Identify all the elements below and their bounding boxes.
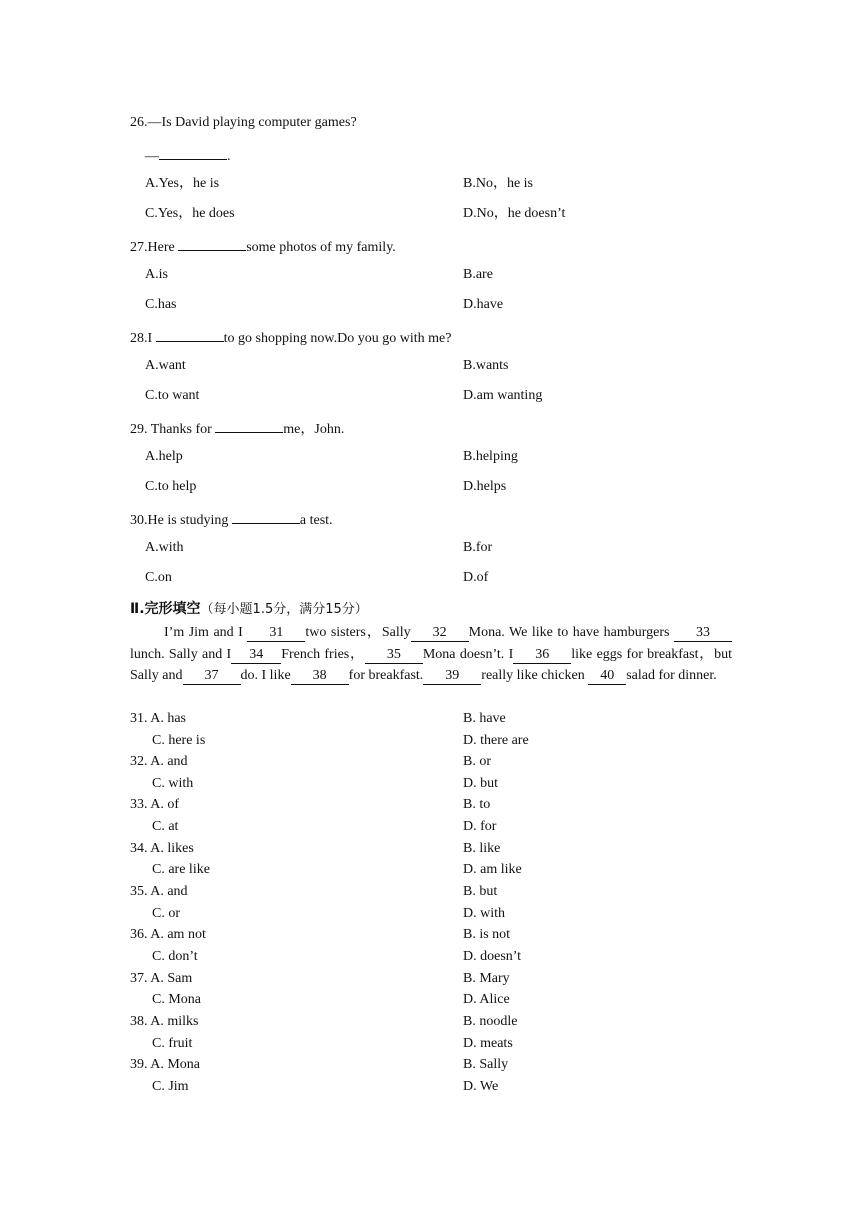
- option-c: C.to help: [145, 479, 197, 494]
- option-b: B. Mary: [463, 971, 510, 986]
- option-b: B. to: [463, 797, 491, 812]
- option-c: C. or: [152, 906, 180, 921]
- section-title: Ⅱ.完形填空: [130, 601, 201, 617]
- option-c: C.Yes，he does: [145, 206, 235, 221]
- section-heading: [130, 600, 368, 619]
- option-b: B. like: [463, 841, 501, 856]
- option-c: C. with: [152, 776, 194, 791]
- option-a: A.Yes，he is: [145, 176, 220, 191]
- option-d: D. for: [463, 819, 497, 834]
- option-b: B. but: [463, 884, 498, 899]
- option-b: B. have: [463, 711, 506, 726]
- option-d: D. there are: [463, 733, 529, 748]
- option-c: C. fruit: [152, 1036, 193, 1051]
- option-d: D.of: [463, 570, 489, 585]
- cloze-question-37: 37. A. Sam: [130, 971, 193, 986]
- option-c: C. at: [152, 819, 179, 834]
- blank-33: 33: [674, 625, 732, 642]
- option-d: D. doesn’t: [463, 949, 522, 964]
- question-26-stem: 26.—Is David playing computer games?: [130, 115, 357, 130]
- option-d: D. with: [463, 906, 505, 921]
- cloze-question-31: 31. A. has: [130, 711, 187, 726]
- blank-35: 35: [365, 647, 423, 664]
- option-c: C.on: [145, 570, 172, 585]
- option-c: C. here is: [152, 733, 206, 748]
- cloze-question-34: 34. A. likes: [130, 841, 194, 856]
- option-c: C.to want: [145, 388, 200, 403]
- section-score-note: （每小题1.5分，满分15分）: [200, 602, 368, 617]
- option-a: A.want: [145, 358, 186, 373]
- option-d: D. We: [463, 1079, 499, 1094]
- cloze-question-35: 35. A. and: [130, 884, 188, 899]
- option-d: D. am like: [463, 862, 522, 877]
- option-d: D. meats: [463, 1036, 513, 1051]
- option-a: A.help: [145, 449, 183, 464]
- blank-34: 34: [231, 647, 281, 664]
- blank-39: 39: [423, 668, 481, 685]
- answer-blank: [156, 327, 224, 342]
- option-c: C.has: [145, 297, 177, 312]
- cloze-question-33: 33. A. of: [130, 797, 180, 812]
- answer-blank: [159, 145, 227, 160]
- question-26-answer-line: — .: [145, 145, 231, 166]
- option-a: A. milks: [150, 1014, 199, 1029]
- option-d: D.have: [463, 297, 504, 312]
- option-b: B.for: [463, 540, 493, 555]
- option-c: C. don’t: [152, 949, 198, 964]
- cloze-passage: I’m Jim and I 31 two sisters，Sally 32 Mona. We like to have hamburgers 33lunch. Sally and I 34 French fries， 35 Mona doesn’t. I 36 like eggs for breakfast，but Sally and 37 do. I like 38 for breakfast. 39 really like chicken 40 salad for dinner.: [130, 625, 732, 684]
- option-d: D.helps: [463, 479, 507, 494]
- cloze-question-39: 39. A. Mona: [130, 1057, 201, 1072]
- option-b: B. noodle: [463, 1014, 518, 1029]
- cloze-question-36: 36. A. am not: [130, 927, 206, 942]
- blank-37: 37: [183, 668, 241, 685]
- blank-38: 38: [291, 668, 349, 685]
- option-b: B.wants: [463, 358, 509, 373]
- option-c: C. Mona: [152, 992, 201, 1007]
- option-a: A. Mona: [150, 1057, 201, 1072]
- option-a: A. likes: [150, 841, 194, 856]
- option-d: D.am wanting: [463, 388, 543, 403]
- cloze-question-38: 38. A. milks: [130, 1014, 199, 1029]
- option-b: B.No，he is: [463, 176, 533, 191]
- option-b: B.helping: [463, 449, 518, 464]
- option-c: C. are like: [152, 862, 210, 877]
- question-28-stem: 28.I to go shopping now.Do you go with me?: [130, 327, 451, 348]
- answer-blank: [232, 509, 300, 524]
- option-d: D. but: [463, 776, 498, 791]
- question-27-stem: 27.Here some photos of my family.: [130, 236, 396, 257]
- question-30-stem: 30.He is studying a test.: [130, 509, 333, 530]
- option-a: A. and: [150, 754, 188, 769]
- blank-36: 36: [513, 647, 571, 664]
- option-b: B. is not: [463, 927, 511, 942]
- option-c: C. Jim: [152, 1079, 189, 1094]
- option-a: A. Sam: [150, 971, 193, 986]
- option-a: A. and: [150, 884, 188, 899]
- answer-blank: [215, 418, 283, 433]
- option-d: D.No，he doesn’t: [463, 206, 566, 221]
- blank-40: 40: [588, 668, 626, 685]
- blank-31: 31: [247, 625, 305, 642]
- option-a: A. has: [150, 711, 187, 726]
- option-a: A. am not: [150, 927, 206, 942]
- option-a: A.is: [145, 267, 168, 282]
- cloze-question-32: 32. A. and: [130, 754, 188, 769]
- option-a: A. of: [150, 797, 180, 812]
- option-b: B. or: [463, 754, 491, 769]
- blank-32: 32: [411, 625, 469, 642]
- answer-blank: [178, 236, 246, 251]
- option-b: B.are: [463, 267, 493, 282]
- question-29-stem: 29. Thanks for me，John.: [130, 418, 344, 439]
- option-b: B. Sally: [463, 1057, 509, 1072]
- option-d: D. Alice: [463, 992, 510, 1007]
- option-a: A.with: [145, 540, 184, 555]
